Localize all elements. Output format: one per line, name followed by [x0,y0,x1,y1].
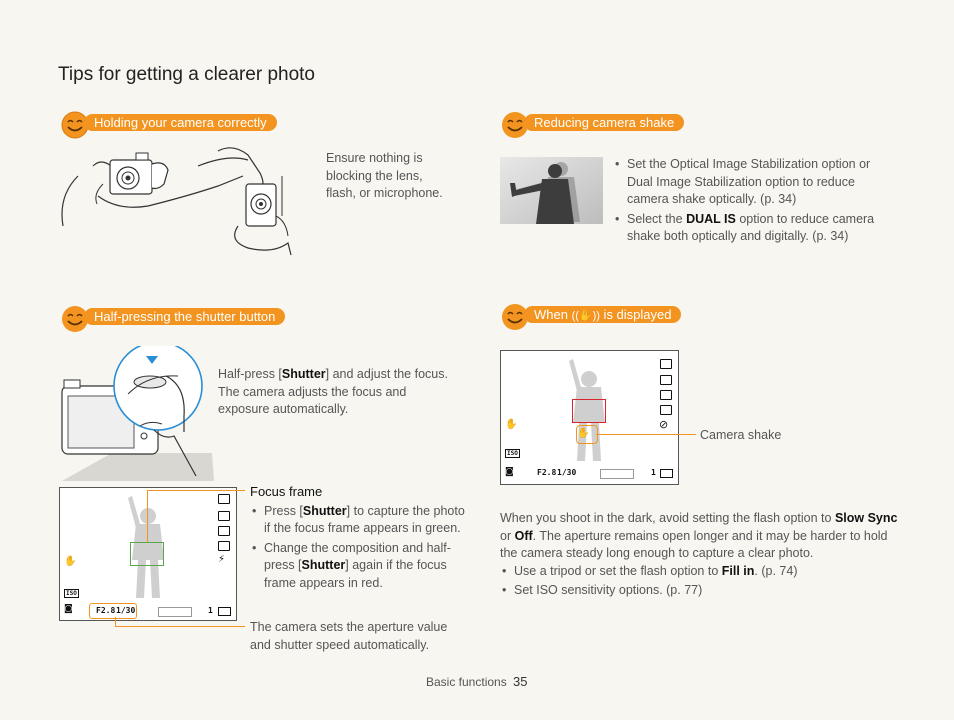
quality-icon [660,375,672,385]
footer-label: Basic functions [426,675,507,689]
focus-frame [130,542,164,566]
focus-frame-red [572,399,606,423]
holding-camera-illustration [58,146,308,261]
size-icon [218,494,230,504]
focus-frame-bullet-1 [250,503,470,538]
page-title: Tips for getting a clearer photo [58,64,315,85]
text-span: ] again if the focus frame appears in red. [264,558,447,590]
focus-frame-notes [250,483,470,594]
text-span: ] and adjust the focus. The camera adjusts the focus and exposure automatically. [218,367,448,416]
text-span: Select the [627,211,687,226]
section-label: Reducing camera shake [524,114,684,131]
fill-in-option: Fill in [721,563,755,578]
lcd-screen-shake [500,350,679,485]
iso-icon: ISO [66,590,77,597]
half-press-text [218,366,458,419]
exposure-scale [600,469,634,479]
metering-icon [218,526,230,536]
section-header-half-press [60,304,320,323]
text-span: When [534,307,572,322]
camera-shake-label: Camera shake [700,428,782,442]
text-span: is displayed [599,307,672,322]
text-span: . The aperture remains open longer and it may be harder to hold the camera steady long enough to capture a clear photo. [500,528,888,560]
text-span: Half-press [ [218,367,282,381]
shake-bullet-1: • Set the Optical Image Stabilization option or Dual Image Stabilization option to reduce camera shake optically. (p. 34) [613,156,883,209]
callout-line [115,626,245,627]
callout-line [596,434,696,435]
aperture-note: The camera sets the aperture value and shutter speed automatically. [250,620,448,652]
flash-icon: ⚡ [218,554,226,565]
shots-remaining: 1 [651,468,656,477]
text-span: Change the composition and half-press [ [264,540,451,572]
blurred-person-photo [500,157,603,224]
face-detect-icon [218,541,230,551]
aperture-value: F2.8 [96,606,116,615]
section-header-shake [500,110,730,129]
section-label: Half-pressing the shutter button [84,308,285,325]
when-bullet-1 [500,563,900,581]
shutter-key: Shutter [302,503,347,518]
shake-bullet-2 [613,211,883,246]
section-header-shake-icon [500,302,700,321]
page-number: 35 [513,674,528,689]
callout-line [147,490,245,491]
size-icon [660,359,672,369]
face-detect-icon [660,405,672,415]
camera-shake-icon: ✋ [577,428,590,439]
shake-hand-icon: ((✋)) [571,310,600,322]
battery-icon [660,469,673,478]
flash-off-icon: ⊘ [659,418,669,431]
section-label [524,306,681,323]
dual-is-option: DUAL IS [686,211,736,226]
slow-sync-option: Slow Sync [834,511,898,525]
text-span: or [500,528,515,543]
mode-icon: ◙ [64,604,73,614]
section-header-holding [60,110,320,129]
shake-icon-highlight [576,425,598,444]
aperture-highlight [89,603,137,619]
when-paragraph [500,510,900,602]
exposure-scale [158,607,192,617]
focus-frame-bullet-2 [250,540,470,593]
shake-bullets [613,156,883,248]
holding-text: Ensure nothing is blocking the lens, flash, or microphone. [326,151,443,200]
shutter-key: Shutter [301,558,346,572]
text-span: Use a tripod or set the flash option to [514,563,722,578]
shake-warning-icon: ✋ [64,556,77,567]
callout-line [147,490,148,542]
quality-icon [218,511,230,521]
lcd-screen-focus [59,487,237,621]
shutter-speed: 1/30 [116,606,136,615]
text-span: Press [ [264,503,303,518]
focus-frame-title: Focus frame [250,484,323,499]
off-option: Off [514,528,533,543]
half-press-illustration [58,346,218,486]
shake-warning-icon: ✋ [505,419,518,430]
iso-icon: ISO [507,450,518,457]
text-span: When you shoot in the dark, avoid setting the flash option to [500,511,835,525]
mode-icon: ◙ [505,467,514,477]
when-bullet-2: • Set ISO sensitivity options. (p. 77) [500,582,900,600]
battery-icon [218,607,231,616]
shutter-key: Shutter [281,367,326,381]
metering-icon [660,390,672,400]
flash-advice [500,510,900,563]
aperture-value: F2.8 [537,468,557,477]
text-span: . (p. 74) [754,563,798,578]
shutter-speed: 1/30 [557,468,577,477]
shots-remaining: 1 [208,606,213,615]
text-span: option to reduce camera shake both optically and digitally. (p. 34) [627,211,875,243]
section-label: Holding your camera correctly [84,114,277,131]
text-span: ] to capture the photo if the focus frame appears in green. [264,503,465,535]
